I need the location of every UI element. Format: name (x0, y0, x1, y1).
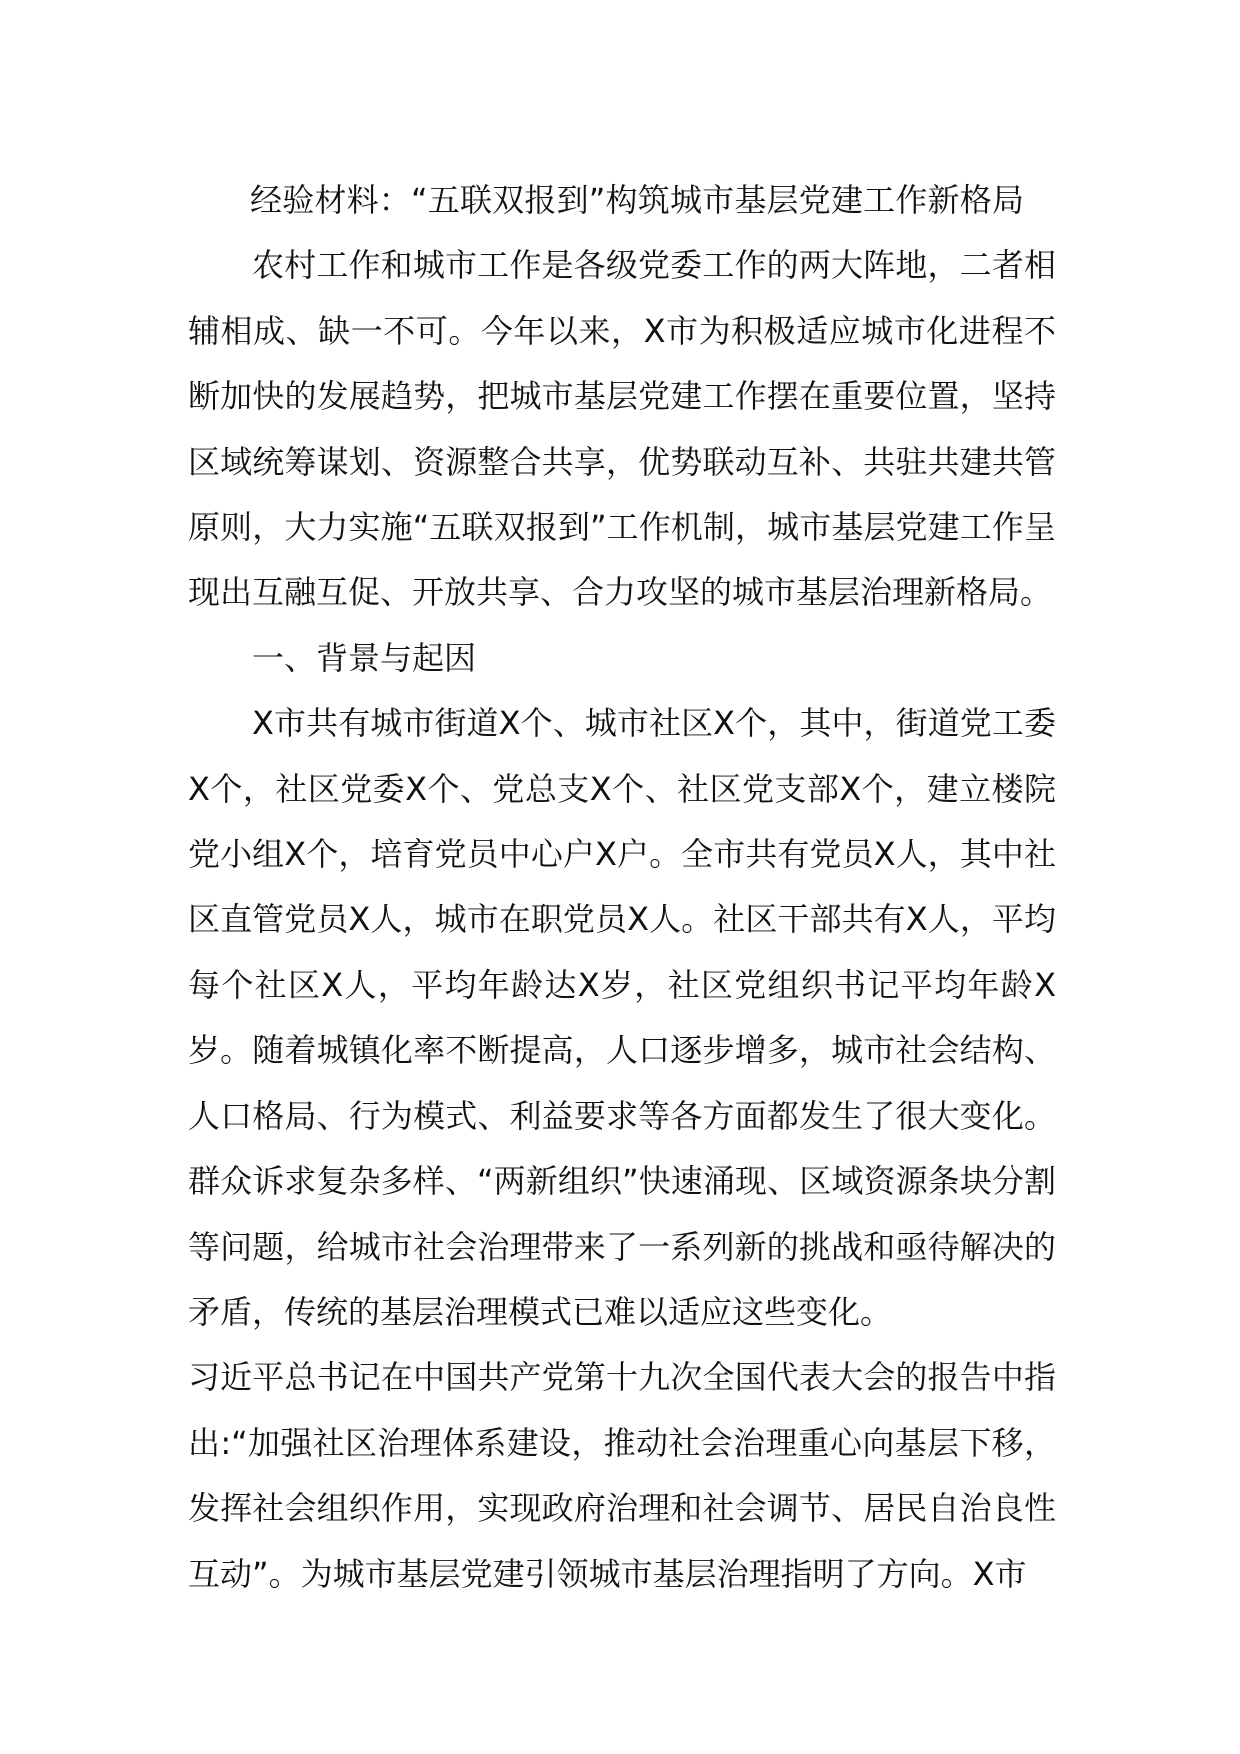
section-heading-background: 一、背景与起因 (252, 638, 477, 677)
paragraph-quote: 习近平总书记在中国共产党第十九次全国代表大会的报告中指出:“加强社区治理体系建设，推动社会治理重心向基层下移，发挥社会组织作用，实现政府治理和社会调节、居民自治良性互动”。为城市基层党建引领城市基层治理指明了方向。X市 (188, 1358, 1056, 1593)
document-body (188, 168, 1056, 1607)
paragraph-intro: 农村工作和城市工作是各级党委工作的两大阵地，二者相辅相成、缺一不可。今年以来，X市为积极适应城市化进程不断加快的发展趋势，把城市基层党建工作摆在重要位置，坚持区域统筹谋划、资源整合共享，优势联动互补、共驻共建共管原则，大力实施“五联双报到”工作机制，城市基层党建工作呈现出互融互促、开放共享、合力攻坚的城市基层治理新格局。 (188, 246, 1056, 612)
paragraph-statistics: X市共有城市街道X个、城市社区X个，其中，街道党工委X个，社区党委X个、党总支X个、社区党支部X个，建立楼院党小组X个，培育党员中心户X户。全市共有党员X人，其中社区直管党员X人，城市在职党员X人。社区干部共有X人，平均每个社区X人，平均年龄达X岁，社区党组织书记平均年龄X岁。随着城镇化率不断提高，人口逐步增多，城市社会结构、人口格局、行为模式、利益要求等各方面都发生了很大变化。群众诉求复杂多样、“两新组织”快速涌现、区域资源条块分割等问题，给城市社会治理带来了一系列新的挑战和亟待解决的矛盾，传统的基层治理模式已难以适应这些变化。 (188, 704, 1056, 1331)
document-title: 经验材料：“五联双报到”构筑城市基层党建工作新格局 (250, 181, 1025, 219)
